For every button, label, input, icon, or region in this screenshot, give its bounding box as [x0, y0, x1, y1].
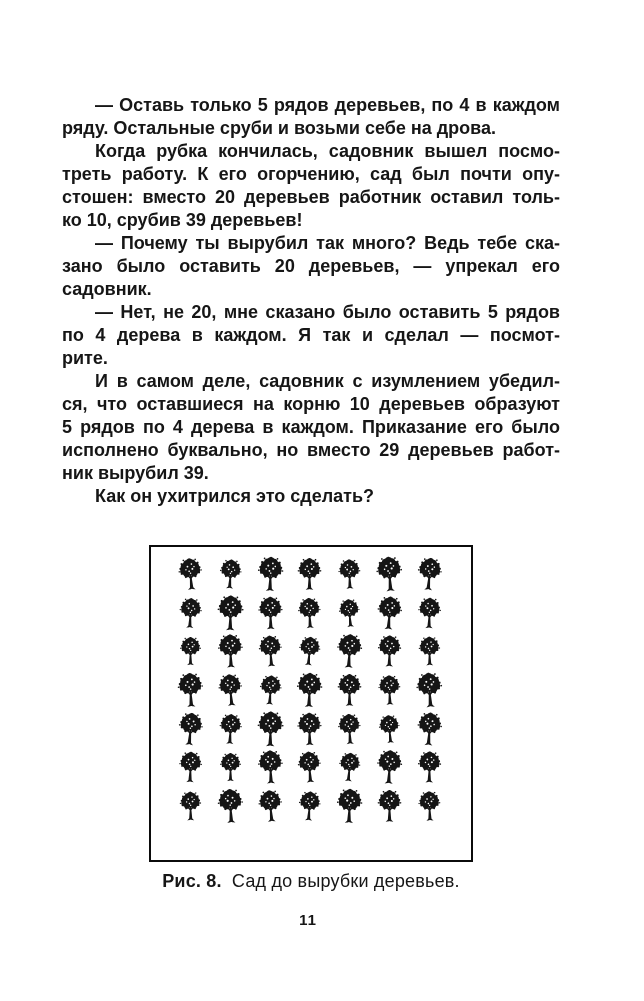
tree-icon: [295, 558, 324, 591]
tree-icon: [214, 595, 247, 632]
tree-icon: [296, 636, 325, 668]
tree-icon: [177, 792, 204, 822]
tree-icon: [178, 637, 204, 666]
tree-icon: [218, 753, 244, 782]
tree-icon: [214, 788, 247, 825]
text-line: рите.: [62, 348, 108, 368]
text-block: [62, 94, 560, 508]
caption-text: Сад до вырубки деревьев.: [231, 871, 460, 891]
tree-icon: [372, 555, 406, 593]
text-line: — Оставь только 5 рядов деревьев, по 4 в каждом: [95, 95, 560, 115]
tree-icon: [335, 752, 364, 784]
tree-grid: [171, 555, 449, 826]
page-number: 11: [299, 912, 317, 929]
tree-icon: [376, 714, 404, 745]
tree-icon: [295, 597, 324, 630]
tree-icon: [373, 750, 405, 786]
tree-icon: [294, 672, 327, 708]
text-line: — Нет, не 20, мне сказано было оставить 5 рядов: [95, 302, 560, 322]
tree-icon: [335, 713, 364, 746]
tree-icon: [175, 711, 207, 747]
figure-caption: [139, 871, 483, 892]
tree-icon: [215, 634, 247, 669]
tree-icon: [176, 752, 205, 784]
tree-icon: [175, 557, 207, 592]
text-line: ко 10, срубив 39 деревьев!: [62, 210, 303, 230]
text-line: — Почему ты вырубил так много? Ведь тебе ска-: [95, 233, 560, 253]
tree-icon: [296, 791, 325, 823]
tree-icon: [215, 673, 247, 708]
tree-icon: [375, 675, 403, 706]
tree-icon: [373, 595, 405, 631]
text-line: стошен: вместо 20 деревьев работник оставил толь-: [62, 187, 560, 207]
tree-icon: [335, 674, 364, 707]
tree-icon: [375, 635, 404, 668]
tree-icon: [174, 672, 207, 709]
text-line: ник вырубил 39.: [62, 463, 209, 483]
tree-icon: [336, 559, 364, 590]
tree-icon: [336, 598, 364, 629]
tree-icon: [415, 752, 444, 785]
tree-icon: [413, 556, 445, 592]
text-line: треть работу. К его огорчению, сад был почти опу-: [62, 164, 560, 184]
tree-icon: [415, 597, 444, 629]
tree-icon: [255, 750, 287, 785]
tree-icon: [412, 672, 446, 710]
text-line: И в самом деле, садовник с изумлением убедил-: [95, 371, 560, 391]
caption-label: Рис. 8.: [162, 871, 222, 891]
text-line: 5 рядов по 4 дерева в каждом. Приказание его было: [62, 417, 560, 437]
tree-icon: [256, 675, 285, 707]
figure-box: [149, 545, 473, 862]
text-line: ряду. Остальные сруби и возьми себе на дрова.: [62, 118, 496, 138]
text-line: Как он ухитрился это сделать?: [95, 486, 375, 506]
text-line: исполнено буквально, но вместо 29 деревьев работ-: [62, 440, 560, 460]
tree-icon: [375, 790, 404, 823]
tree-icon: [254, 711, 287, 748]
tree-icon: [333, 788, 366, 824]
text-line: Когда рубка кончилась, садовник вышел посмо-: [95, 141, 560, 161]
tree-icon: [295, 751, 325, 785]
tree-icon: [413, 711, 445, 747]
text-line: по 4 дерева в каждом. Я так и сделал — посмот-: [62, 325, 560, 345]
tree-icon: [416, 637, 443, 667]
text-line: ся, что оставшиеся на корню 10 деревьев образуют: [62, 394, 560, 414]
tree-icon: [295, 712, 325, 746]
tree-icon: [255, 596, 285, 630]
tree-icon: [254, 556, 287, 592]
text-line: зано было оставить 20 деревьев, — упрекал его: [62, 256, 560, 276]
tree-icon: [176, 597, 205, 629]
tree-icon: [216, 558, 245, 590]
text-line: садовник.: [62, 279, 152, 299]
tree-icon: [415, 791, 443, 822]
tree-icon: [216, 713, 245, 745]
tree-icon: [255, 789, 287, 824]
tree-icon: [255, 635, 285, 669]
tree-icon: [333, 634, 365, 670]
